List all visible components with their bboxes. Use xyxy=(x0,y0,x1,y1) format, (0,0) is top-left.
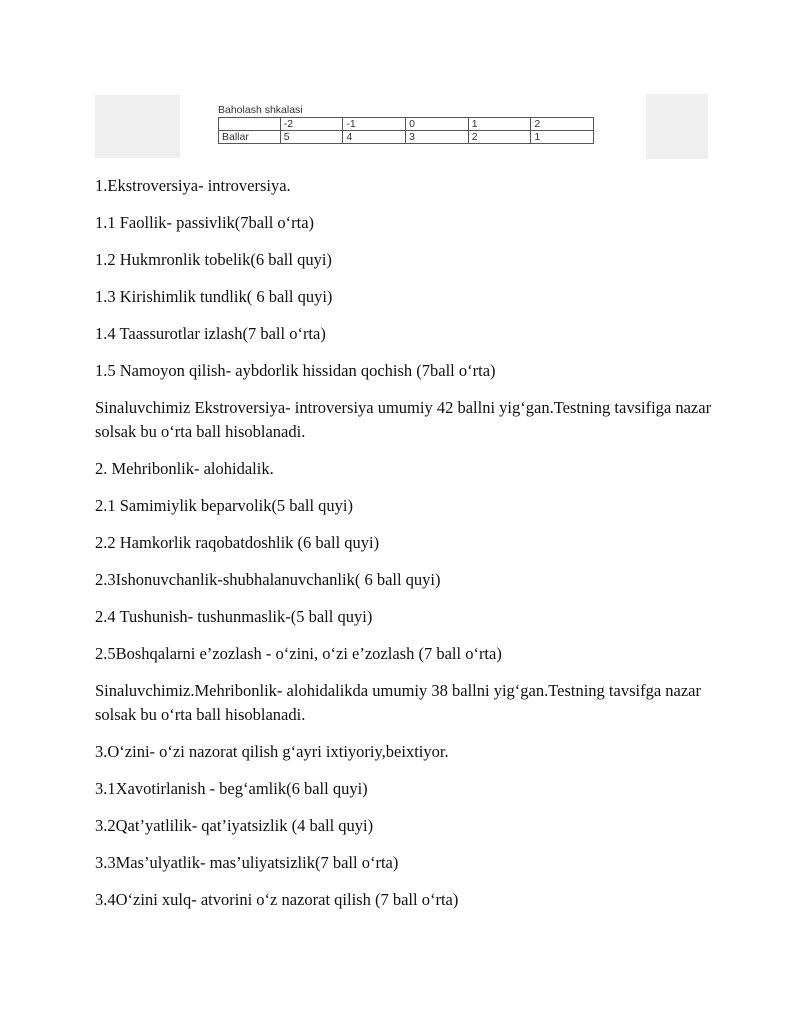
list-item: 1.4 Taassurotlar izlash(7 ball o‘rta) xyxy=(95,324,326,343)
table-row-scores xyxy=(219,131,594,144)
rating-scale xyxy=(218,104,596,144)
rating-scale-table xyxy=(218,117,594,144)
table-row-scale-values xyxy=(219,118,594,131)
table-cell: 1 xyxy=(531,131,594,144)
summary-paragraph-1: Sinaluvchimiz Ekstroversiya- introversiya umumiy 42 ballni yig‘gan.Testning tavsifiga nazar solsak bu o‘rta ball hisoblanadi. xyxy=(95,398,712,441)
table-cell: 1 xyxy=(468,118,531,131)
table-cell xyxy=(219,118,281,131)
right-gray-block xyxy=(646,94,708,159)
table-cell: 4 xyxy=(343,131,406,144)
section-heading-2: 2. Mehribonlik- alohidalik. xyxy=(95,459,274,478)
list-item: 3.2Qat’yatlilik- qat’iyatsizlik (4 ball quyi) xyxy=(95,816,374,835)
summary-paragraph-2: Sinaluvchimiz.Mehribonlik- alohidalikda umumiy 38 ballni yig‘gan.Testning tavsifga nazar solsak bu o‘rta ball hisoblanadi. xyxy=(95,681,702,724)
list-item: 2.4 Tushunish- tushunmaslik-(5 ball quyi) xyxy=(95,607,373,626)
left-gray-block xyxy=(95,95,180,158)
list-item: 1.2 Hukmronlik tobelik(6 ball quyi) xyxy=(95,250,332,269)
table-cell: 0 xyxy=(406,118,469,131)
section-heading-1: 1.Ekstroversiya- introversiya. xyxy=(95,176,291,195)
table-cell: 2 xyxy=(531,118,594,131)
list-item: 1.1 Faollik- passivlik(7ball o‘rta) xyxy=(95,213,315,232)
table-cell: 5 xyxy=(280,131,343,144)
list-item: 2.3Ishonuvchanlik-shubhalanuvchanlik( 6 ball quyi) xyxy=(95,570,441,589)
document-body xyxy=(95,174,715,925)
list-item: 2.2 Hamkorlik raqobatdoshlik (6 ball quyi) xyxy=(95,533,380,552)
rating-scale-title: Baholash shkalasi xyxy=(218,104,303,116)
list-item: 1.3 Kirishimlik tundlik( 6 ball quyi) xyxy=(95,287,333,306)
table-cell: -1 xyxy=(343,118,406,131)
table-cell: 3 xyxy=(406,131,469,144)
table-cell: Ballar xyxy=(219,131,281,144)
list-item: 3.1Xavotirlanish - beg‘amlik(6 ball quyi) xyxy=(95,779,368,798)
list-item: 3.4O‘zini xulq- atvorini o‘z nazorat qilish (7 ball o‘rta) xyxy=(95,890,459,909)
list-item: 2.5Boshqalarni e’zozlash - o‘zini, o‘zi e’zozlash (7 ball o‘rta) xyxy=(95,644,502,663)
list-item: 3.3Mas’ulyatlik- mas’uliyatsizlik(7 ball o‘rta) xyxy=(95,853,399,872)
list-item: 2.1 Samimiylik beparvolik(5 ball quyi) xyxy=(95,496,354,515)
table-cell: 2 xyxy=(468,131,531,144)
section-heading-3: 3.O‘zini- o‘zi nazorat qilish g‘ayri ixtiyoriy,beixtiyor. xyxy=(95,742,449,761)
list-item: 1.5 Namoyon qilish- aybdorlik hissidan qochish (7ball o‘rta) xyxy=(95,361,496,380)
table-cell: -2 xyxy=(280,118,343,131)
